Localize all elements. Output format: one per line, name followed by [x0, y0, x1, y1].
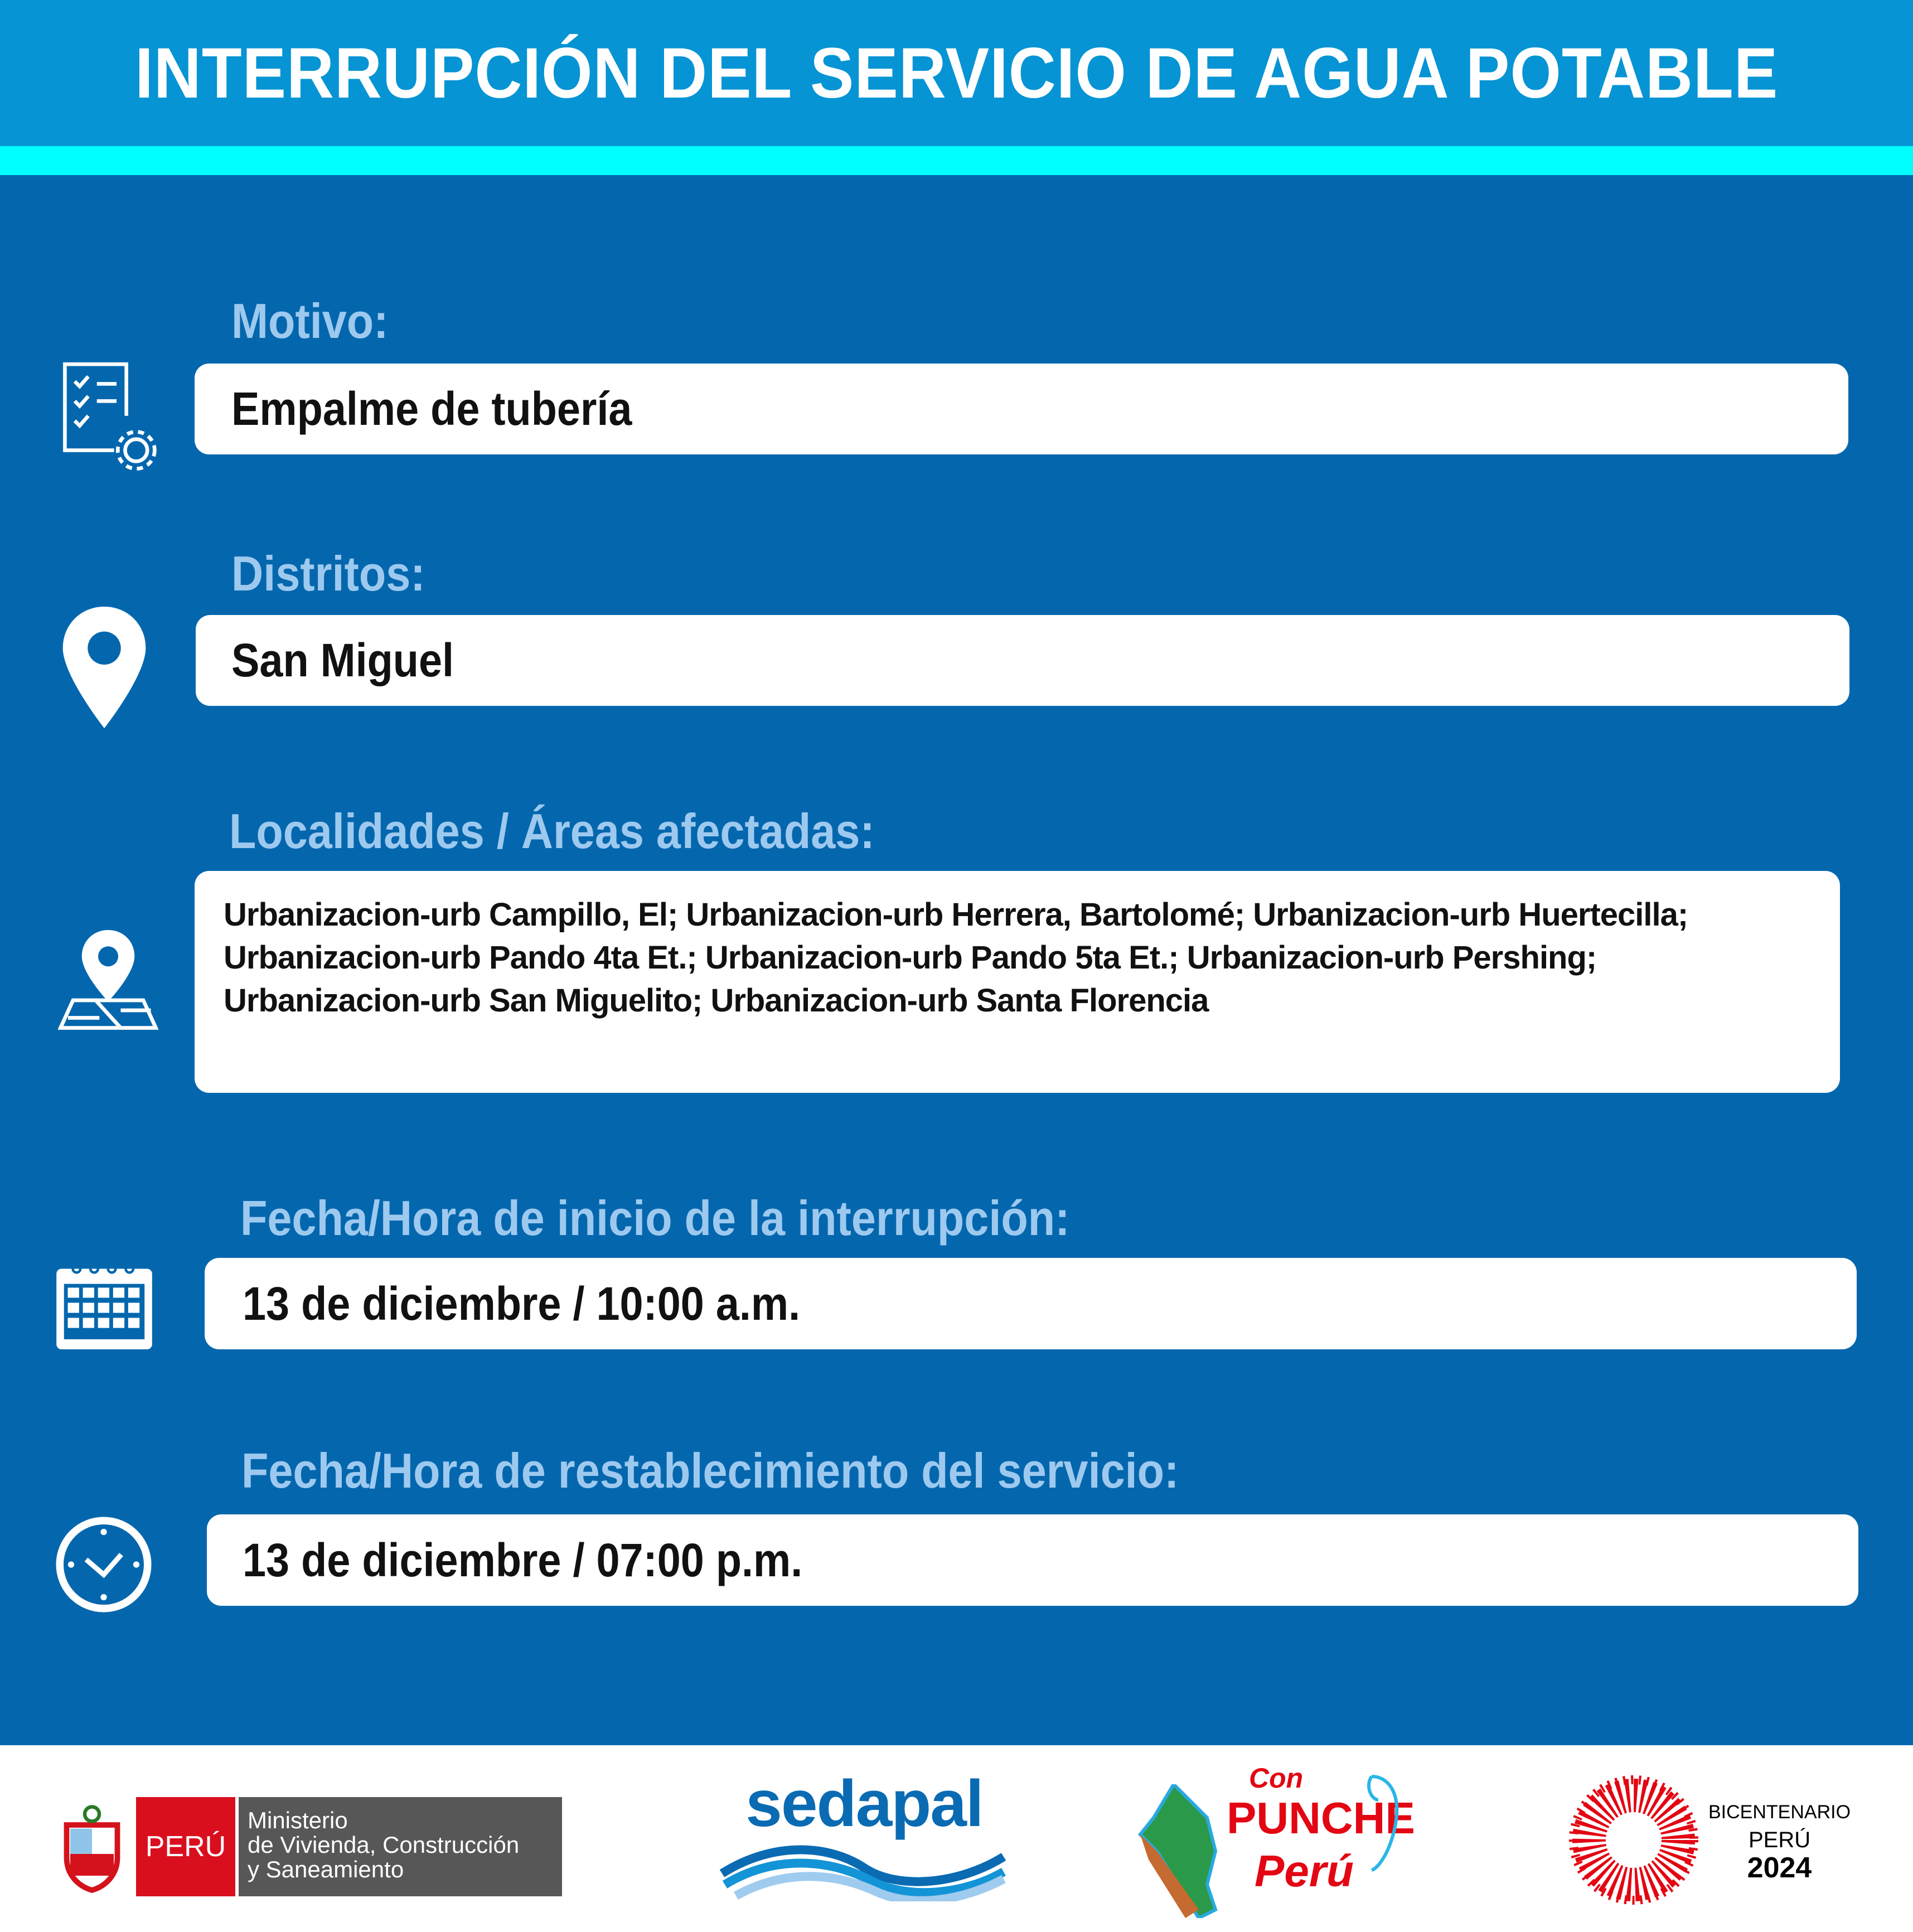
- ministry-logo: [56, 1797, 574, 1897]
- bicentenario-logo: [1567, 1773, 1857, 1907]
- localidades-value: Urbanizacion-urb Campillo, El; Urbanizacion-urb Herrera, Bartolomé; Urbanizacion-urb Huertecilla; Urbanizacion-urb Pando 4ta Et.; Urbanizacion-urb Pando 5ta Et.; Urbanizacion-urb Pershing; Urbanizacion-urb San Miguelito; Urbanizacion-urb Santa Florencia: [224, 897, 1688, 1019]
- bicentenario-line1: BICENTENARIO: [1708, 1802, 1851, 1823]
- distritos-label: Distritos:: [231, 546, 425, 601]
- motivo-label: Motivo:: [231, 293, 389, 348]
- sedapal-logo: [719, 1768, 1009, 1901]
- waves-icon: [719, 1840, 1009, 1901]
- inicio-label: Fecha/Hora de inicio de la interrupción:: [240, 1190, 1070, 1246]
- flexed-arm-icon: [1355, 1773, 1405, 1873]
- con-punche-peru-logo: [1137, 1762, 1415, 1924]
- bicentenario-year: 2024: [1747, 1852, 1812, 1884]
- localidades-field: [195, 871, 1840, 1093]
- checklist-gear-icon: [62, 361, 158, 473]
- motivo-field: [195, 364, 1848, 454]
- punche-word: PUNCHE: [1227, 1793, 1415, 1843]
- restablecimiento-value: 13 de diciembre / 07:00 p.m.: [243, 1533, 803, 1586]
- inicio-field: [205, 1258, 1857, 1349]
- location-pin-icon: [62, 607, 146, 728]
- peru-coat-of-arms-icon: [56, 1799, 128, 1894]
- bicentenario-line2: PERÚ: [1748, 1828, 1811, 1852]
- restablecimiento-label: Fecha/Hora de restablecimiento del servicio:: [241, 1443, 1179, 1498]
- ministry-line3: y Saneamiento: [248, 1856, 404, 1882]
- localidades-label: Localidades / Áreas afectadas:: [229, 803, 875, 859]
- ministry-line1: Ministerio: [248, 1807, 348, 1833]
- ministry-line2: de Vivienda, Construcción: [248, 1832, 520, 1858]
- cyan-divider: [0, 146, 1913, 175]
- ministry-name: [239, 1797, 562, 1896]
- bicentenario-text: [1708, 1798, 1851, 1882]
- peru-badge: [136, 1797, 235, 1896]
- calendar-icon: [56, 1261, 153, 1349]
- bicentenario-sunburst-icon: [1567, 1773, 1701, 1907]
- footer-logos: [0, 1745, 1913, 1932]
- inicio-value: 13 de diciembre / 10:00 a.m.: [243, 1277, 801, 1330]
- distritos-value: San Miguel: [231, 634, 454, 686]
- page-title: INTERRUPCIÓN DEL SERVICIO DE AGUA POTABLE: [134, 33, 1779, 113]
- header-banner: [0, 0, 1913, 146]
- punche-peru: Perú: [1255, 1846, 1354, 1896]
- sedapal-text: sedapal: [745, 1767, 983, 1841]
- motivo-value: Empalme de tubería: [231, 382, 632, 435]
- clock-icon: [54, 1514, 154, 1615]
- map-pin-icon: [58, 930, 158, 1030]
- restablecimiento-field: [207, 1514, 1858, 1606]
- distritos-field: [196, 615, 1849, 706]
- peru-text: PERÚ: [145, 1831, 226, 1863]
- punche-con: Con: [1249, 1762, 1304, 1794]
